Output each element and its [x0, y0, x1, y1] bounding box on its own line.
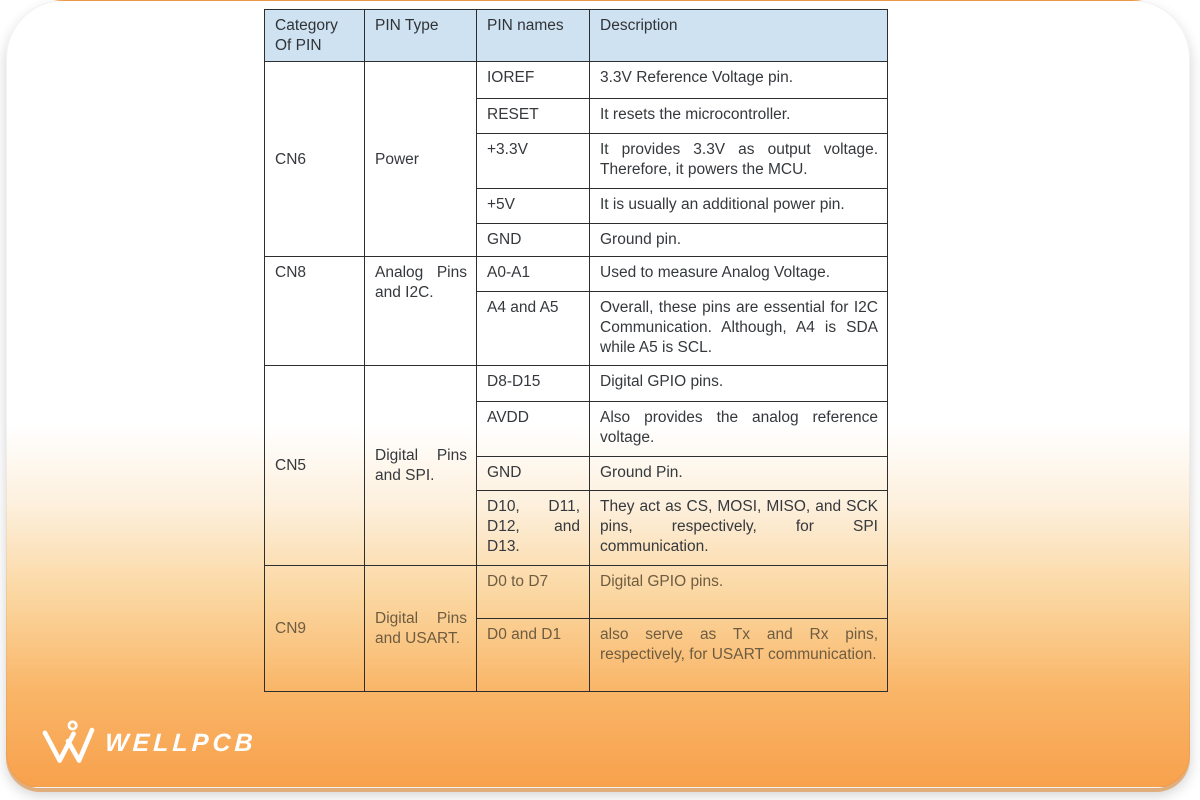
description-cell: It resets the microcontroller.	[590, 99, 888, 134]
pin-name-cell: D0 and D1	[477, 619, 590, 692]
description-cell: Digital GPIO pins.	[590, 566, 888, 619]
table-row	[265, 62, 888, 99]
pin-name-cell: RESET	[477, 99, 590, 134]
col-header-pin-names: PIN names	[477, 10, 590, 62]
pin-name-cell: IOREF	[477, 62, 590, 99]
pin-type-cell-digital-usart: Digital Pins and USART.	[365, 566, 477, 692]
pin-name-cell: GND	[477, 224, 590, 257]
table-row	[265, 566, 888, 619]
description-cell: Ground pin.	[590, 224, 888, 257]
pin-type-cell-power: Power	[365, 62, 477, 257]
col-header-description: Description	[590, 10, 888, 62]
col-header-pin-type: PIN Type	[365, 10, 477, 62]
category-cell-cn5: CN5	[265, 366, 365, 566]
table-row	[265, 257, 888, 292]
pin-type-cell-digital-spi: Digital Pins and SPI.	[365, 366, 477, 566]
gradient-card	[6, 0, 1190, 788]
pin-name-cell: D10, D11, D12, and D13.	[477, 491, 590, 566]
description-cell: Used to measure Analog Voltage.	[590, 257, 888, 292]
pin-name-cell: GND	[477, 457, 590, 491]
description-cell: They act as CS, MOSI, MISO, and SCK pins, respectively, for SPI communication.	[590, 491, 888, 566]
wellpcb-wordmark: WELLPCB	[104, 728, 258, 757]
pin-name-cell: +5V	[477, 189, 590, 224]
table-header-row	[265, 10, 888, 62]
description-cell: Digital GPIO pins.	[590, 366, 888, 402]
category-cell-cn6: CN6	[265, 62, 365, 257]
pin-type-cell-analog-i2c: Analog Pins and I2C.	[365, 257, 477, 366]
description-cell: Overall, these pins are essential for I2C Communication. Although, A4 is SDA while A5 is SCL.	[590, 292, 888, 366]
category-cell-cn9: CN9	[265, 566, 365, 692]
description-cell: 3.3V Reference Voltage pin.	[590, 62, 888, 99]
pin-name-cell: D0 to D7	[477, 566, 590, 619]
wellpcb-logo	[39, 719, 257, 767]
wellpcb-w-icon	[39, 719, 97, 767]
description-cell: Ground Pin.	[590, 457, 888, 491]
pin-name-cell: A4 and A5	[477, 292, 590, 366]
description-cell: It provides 3.3V as output voltage. Therefore, it powers the MCU.	[590, 134, 888, 189]
table-row	[265, 366, 888, 402]
category-cell-cn8: CN8	[265, 257, 365, 366]
description-cell: also serve as Tx and Rx pins, respectively, for USART communication.	[590, 619, 888, 692]
pin-name-cell: AVDD	[477, 402, 590, 457]
col-header-category: Category Of PIN	[265, 10, 365, 62]
pin-name-cell: D8-D15	[477, 366, 590, 402]
description-cell: It is usually an additional power pin.	[590, 189, 888, 224]
pin-description-table	[264, 9, 888, 692]
description-cell: Also provides the analog reference voltage.	[590, 402, 888, 457]
pin-name-cell: +3.3V	[477, 134, 590, 189]
pin-name-cell: A0-A1	[477, 257, 590, 292]
